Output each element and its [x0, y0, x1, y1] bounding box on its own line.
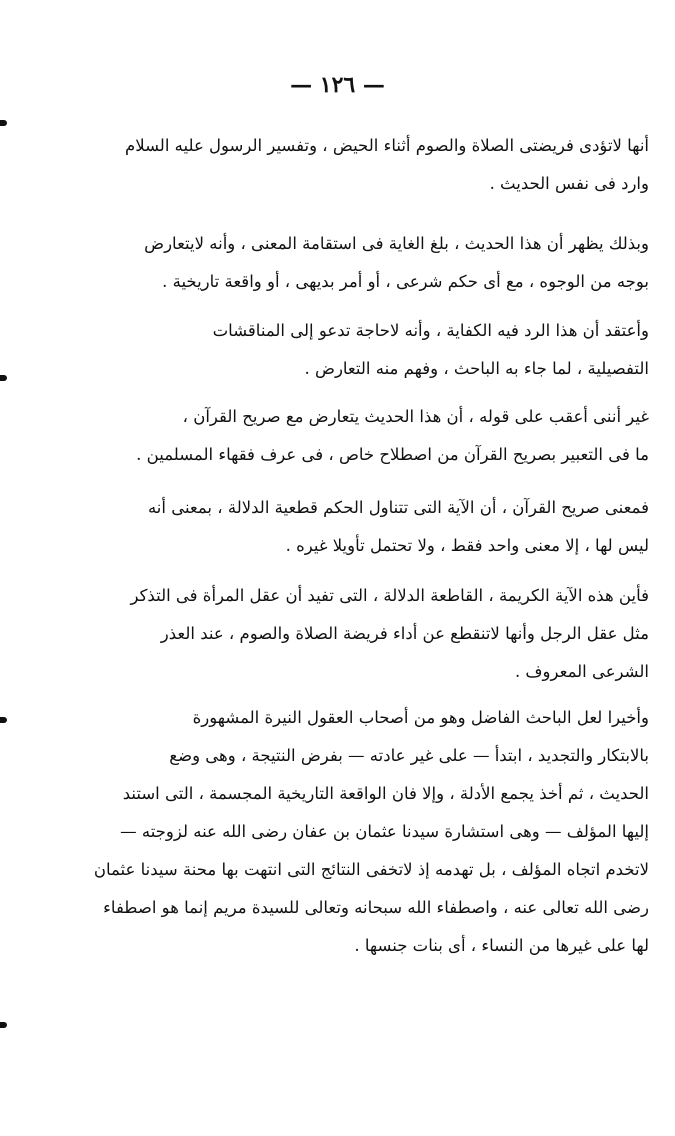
- paragraph-1: [27, 127, 649, 203]
- paragraph-7: [27, 699, 649, 965]
- text-line: رضى الله تعالى عنه ، واصطفاء الله سبحانه وتعالى للسيدة مريم إنما هو اصطفاء: [103, 898, 649, 917]
- text-line: بالابتكار والتجديد ، ابتدأ — على غير عادته — بفرض النتيجة ، وهى وضع: [169, 746, 649, 765]
- text-line: فمعنى صريح القرآن ، أن الآية التى تتناول الحكم قطعية الدلالة ، بمعنى أنه: [147, 498, 649, 517]
- scan-edge-mark: [0, 717, 7, 723]
- page-number: — ١٢٦ —: [290, 72, 385, 98]
- paragraph-3: [27, 312, 649, 388]
- text-line: بوجه من الوجوه ، مع أى حكم شرعى ، أو أمر بديهى ، أو واقعة تاريخية .: [162, 272, 649, 291]
- paragraph-6: [27, 577, 649, 691]
- text-line: وارد فى نفس الحديث .: [489, 174, 649, 193]
- text-line: الشرعى المعروف .: [514, 662, 649, 681]
- text-line: مثل عقل الرجل وأنها لاتنقطع عن أداء فريضة الصلاة والصوم ، عند العذر: [160, 624, 649, 643]
- text-line: غير أننى أعقب على قوله ، أن هذا الحديث يتعارض مع صريح القرآن ،: [182, 407, 649, 426]
- paragraph-2: [27, 225, 649, 301]
- text-line: التفصيلية ، لما جاء به الباحث ، وفهم منه التعارض .: [304, 359, 649, 378]
- text-line: وأعتقد أن هذا الرد فيه الكفاية ، وأنه لاحاجة تدعو إلى المناقشات: [212, 321, 649, 340]
- text-line: الحديث ، ثم أخذ يجمع الأدلة ، وإلا فان الواقعة التاريخية المجسمة ، التى استند: [122, 784, 649, 803]
- text-line: وأخيرا لعل الباحث الفاضل وهو من أصحاب العقول النيرة المشهورة: [192, 708, 649, 727]
- text-line: لها على غيرها من النساء ، أى بنات جنسها .: [354, 936, 649, 955]
- text-line: إليها المؤلف — وهى استشارة سيدنا عثمان بن عفان رضى الله عنه لزوجته —: [120, 822, 649, 841]
- scan-edge-mark: [0, 1022, 7, 1028]
- text-line: فأين هذه الآية الكريمة ، القاطعة الدلالة ، التى تفيد أن عقل المرأة فى التذكر: [130, 586, 649, 605]
- paragraph-5: [27, 489, 649, 565]
- scan-edge-mark: [0, 120, 7, 126]
- text-line: أنها لاتؤدى فريضتى الصلاة والصوم أثناء الحيض ، وتفسير الرسول عليه السلام: [125, 136, 649, 155]
- text-line: وبذلك يظهر أن هذا الحديث ، بلغ الغاية فى استقامة المعنى ، وأنه لايتعارض: [144, 234, 649, 253]
- text-line: ليس لها ، إلا معنى واحد فقط ، ولا تحتمل تأويلا غيره .: [285, 536, 649, 555]
- text-line: ما فى التعبير بصريح القرآن من اصطلاح خاص ، فى عرف فقهاء المسلمين .: [136, 445, 649, 464]
- paragraph-4: [27, 398, 649, 474]
- text-line: لاتخدم اتجاه المؤلف ، بل تهدمه إذ لاتخفى النتائج التى انتهت بها محنة سيدنا عثمان: [93, 860, 649, 879]
- scan-edge-mark: [0, 375, 7, 381]
